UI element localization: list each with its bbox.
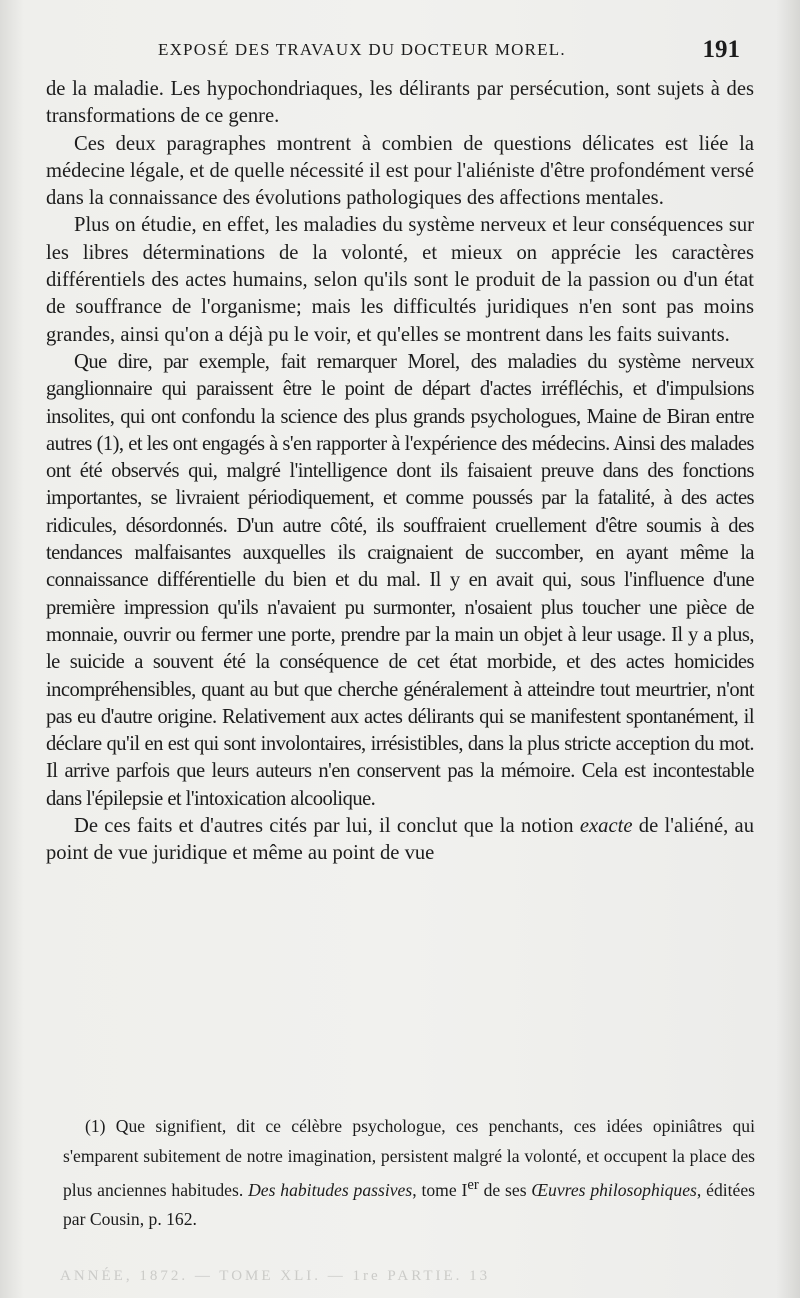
footnote-works-title: Œuvres philosophiques [531, 1179, 697, 1200]
footnote-text: , éditées par Cousin, p. 162. [63, 1179, 755, 1230]
page-header [150, 36, 740, 70]
footnote-text: , tome I [412, 1179, 468, 1200]
page-number: 191 [702, 36, 740, 63]
paragraph: Plus on étudie, en effet, les maladies du système nerveux et leur conséquences sur les libres déterminations de la volonté, et mieux on apprécie les caractères différentiels des actes humains, selon qu'ils sont le produit de la passion ou d'un état de souffrance de l'organisme; mais les difficultés juridiques n'en sont pas moins grandes, ainsi qu'on a déjà pu le voir, et qu'elles se montrent dans les faits suivants. [46, 214, 754, 346]
paragraph: Que dire, par exemple, fait remarquer Morel, des maladies du système nerveux ganglionnaire qui paraissent être le point de départ d'actes irréfléchis, et d'impulsions insolites, qui ont confondu la science des plus grands psychologues, Maine de Biran entre autres (1), et les ont engagés à s'en rapporter à l'expérience des médecins. Ainsi des malades ont été observés qui, malgré l'intelligence dont ils faisaient preuve dans des fonctions importantes, se livraient périodiquement, et comme poussés par la fatalité, à des actes ridicules, désordonnés. D'un autre côté, ils souffraient cruellement d'être soumis à des tendances malfaisantes auxquelles ils craignaient de succomber, en ayant même la connaissance différentielle du bien et du mal. Il y en avait qui, sous l'influence d'une première impression qu'ils n'avaient pu surmonter, n'osaient plus toucher une pièce de monnaie, ouvrir ou fermer une porte, prendre par la main un objet à leur usage. Il y a plus, le suicide a souvent été la conséquence de cet état morbide, et des actes homicides incompréhensibles, quant au but que cherche généralement à atteindre tout meurtrier, n'ont pas eu d'autre origine. Relativement aux actes délirants qui se manifestent spontanément, il déclare qu'il en est qui sont involontaires, irrésistibles, dans la plus stricte acception du mot. Il arrive parfois que leurs auteurs n'en conservent pas la mémoire. Cela est incontestable dans l'épilepsie et l'intoxication alcoolique. [46, 350, 754, 810]
paragraph-text: De ces faits et d'autres cités par lui, il conclut que la notion [74, 815, 580, 838]
footnote-title: Des habitudes passives [248, 1179, 413, 1200]
bleed-through-text: ANNÉE, 1872. — TOME XLI. — 1re PARTIE. 13 [60, 1268, 491, 1284]
paragraph: de la maladie. Les hypochondriaques, les délirants par persécution, sont sujets à des transformations de ce genre. [46, 78, 754, 128]
footnote [63, 1112, 755, 1235]
paragraph: Ces deux paragraphes montrent à combien de questions délicates est liée la médecine légale, et de quelle nécessité il est pour l'aliéniste d'être profondément versé dans la connaissance des évolutions pathologiques des affections mentales. [46, 132, 754, 210]
footnote-superscript: er [467, 1177, 479, 1193]
italic-word: exacte [579, 815, 633, 838]
footnotes [63, 1112, 755, 1235]
body-text [46, 76, 754, 868]
footnote-text: de ses [478, 1179, 532, 1200]
paragraph-last [46, 813, 754, 868]
paragraph-text: de l'aliéné, au point de vue juridique et même au point de vue [46, 815, 754, 865]
footnote-text: (1) Que signifient, dit ce célèbre psychologue, ces penchants, ces idées opiniâtres qui s'emparent subitement de notre imagination, persistent malgré la volonté, et occupent la place des plus anciennes habitudes. [63, 1116, 755, 1200]
running-title: EXPOSÉ DES TRAVAUX DU DOCTEUR MOREL. [158, 40, 566, 59]
